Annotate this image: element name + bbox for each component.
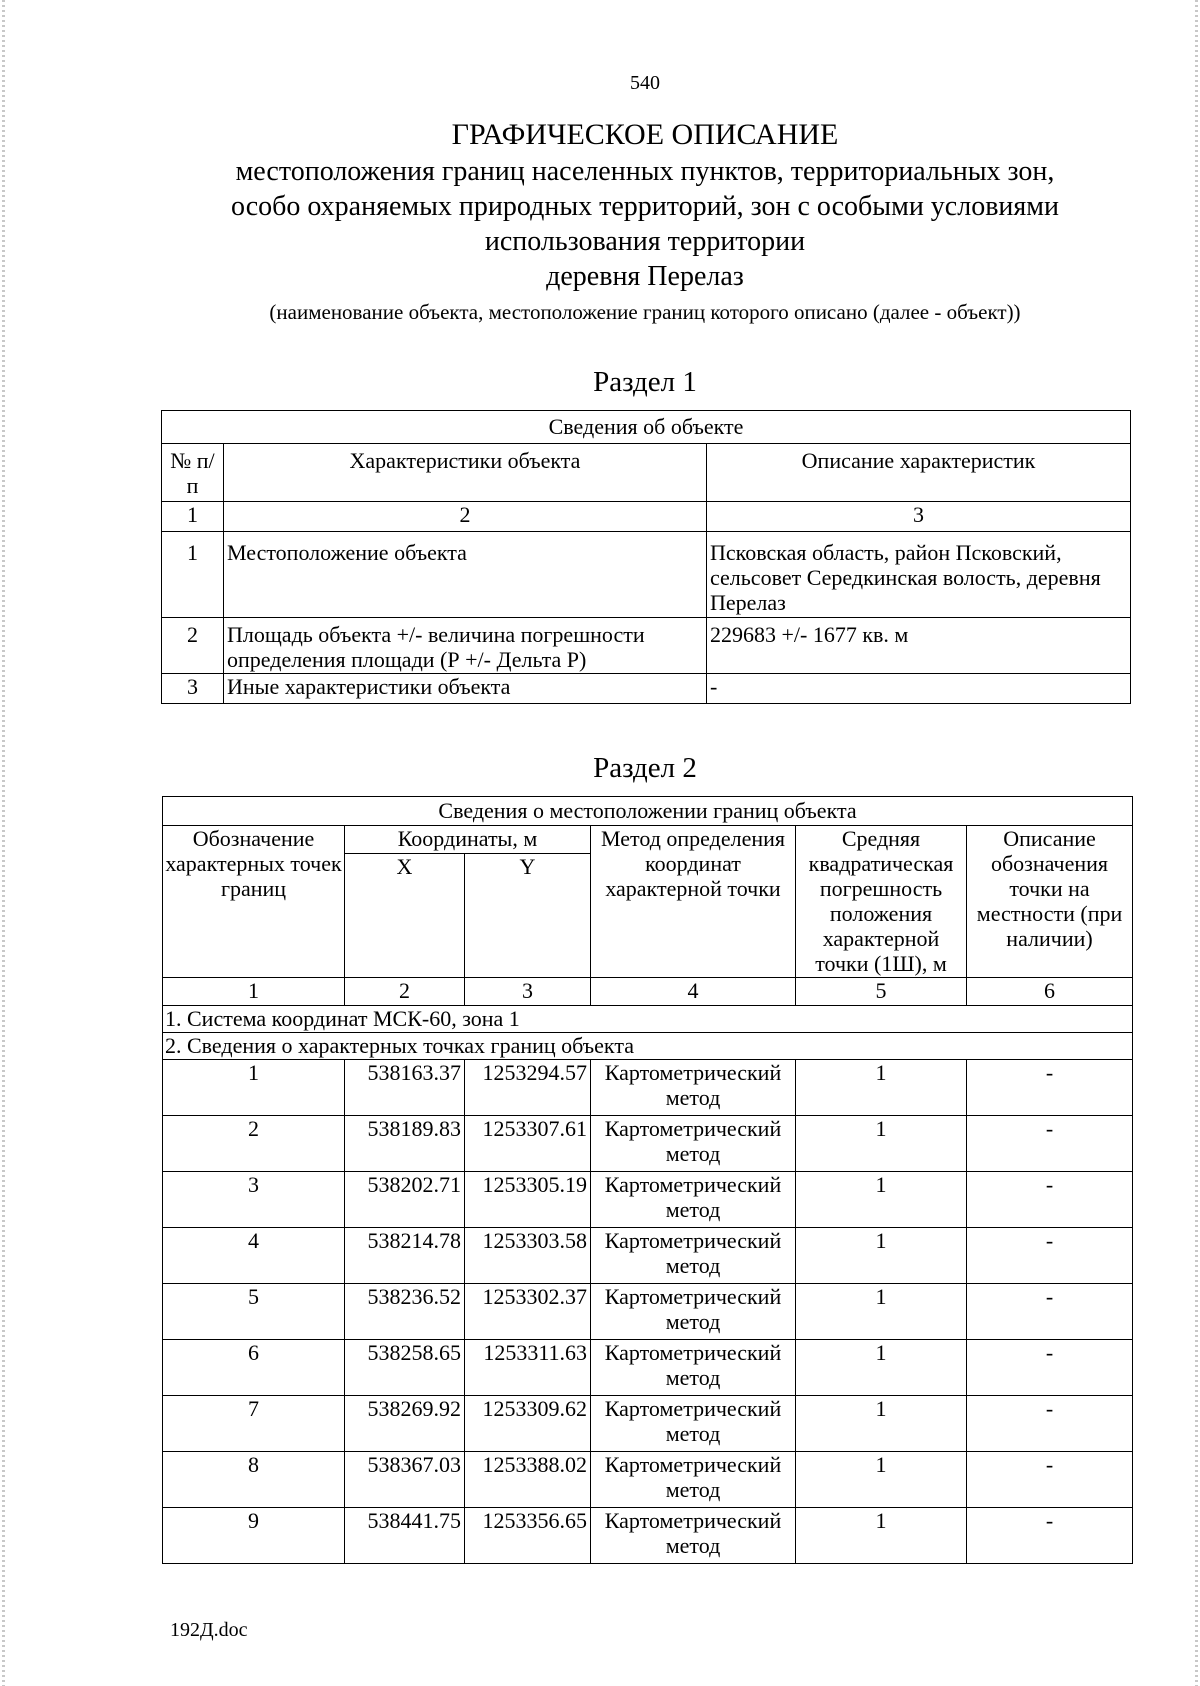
section1-title: Раздел 1 — [593, 366, 697, 398]
point-x: 538189.83 — [345, 1116, 465, 1172]
table-caption: Сведения об объекте — [162, 411, 1131, 444]
column-number-row — [163, 978, 1133, 1006]
point-id: 8 — [163, 1452, 345, 1508]
table-row — [163, 1396, 1133, 1452]
point-method: Картометрический метод — [591, 1396, 796, 1452]
table-row — [163, 1284, 1133, 1340]
point-id: 7 — [163, 1396, 345, 1452]
point-x: 538163.37 — [345, 1060, 465, 1116]
point-error: 1 — [796, 1284, 967, 1340]
point-error: 1 — [796, 1228, 967, 1284]
row-num: 1 — [162, 532, 224, 618]
row-characteristic: Местоположение объекта — [224, 532, 707, 618]
point-id: 4 — [163, 1228, 345, 1284]
point-desc: - — [967, 1452, 1133, 1508]
title-block — [150, 118, 1140, 325]
row-num: 3 — [162, 674, 224, 704]
column-number: 5 — [796, 978, 967, 1006]
point-error: 1 — [796, 1172, 967, 1228]
header-method: Метод определения координат характерной точки — [591, 826, 796, 978]
point-id: 3 — [163, 1172, 345, 1228]
point-method: Картометрический метод — [591, 1116, 796, 1172]
point-method: Картометрический метод — [591, 1284, 796, 1340]
header-description: Описание характеристик — [707, 444, 1131, 502]
point-desc: - — [967, 1284, 1133, 1340]
column-number: 1 — [162, 502, 224, 532]
point-desc: - — [967, 1172, 1133, 1228]
table-row — [163, 1172, 1133, 1228]
table-row — [162, 618, 1131, 674]
point-id: 1 — [163, 1060, 345, 1116]
document-subtitle — [150, 154, 1140, 259]
points-caption-row — [163, 1033, 1133, 1060]
point-method: Картометрический метод — [591, 1060, 796, 1116]
point-error: 1 — [796, 1060, 967, 1116]
column-number: 3 — [465, 978, 591, 1006]
coord-system: 1. Система координат МСК-60, зона 1 — [163, 1006, 1133, 1033]
point-y: 1253309.62 — [465, 1396, 591, 1452]
coord-system-row — [163, 1006, 1133, 1033]
scan-edge-left — [2, 0, 5, 1686]
subtitle-line: особо охраняемых природных территорий, зон с особыми условиями — [231, 191, 1059, 222]
table-row — [163, 1340, 1133, 1396]
subtitle-line: местоположения границ населенных пунктов, территориальных зон, — [235, 156, 1055, 187]
boundary-points-table — [162, 796, 1133, 1564]
row-description: Псковская область, район Псковский, сельсовет Середкинская волость, деревня Перелаз — [707, 532, 1131, 618]
point-x: 538269.92 — [345, 1396, 465, 1452]
table-row — [163, 1508, 1133, 1564]
point-error: 1 — [796, 1396, 967, 1452]
row-description: 229683 +/- 1677 кв. м — [707, 618, 1131, 674]
table-row — [162, 532, 1131, 618]
point-method: Картометрический метод — [591, 1508, 796, 1564]
point-desc: - — [967, 1228, 1133, 1284]
column-number: 1 — [163, 978, 345, 1006]
table-row — [163, 1228, 1133, 1284]
object-hint: (наименование объекта, местоположение границ которого описано (далее - объект)) — [269, 300, 1021, 324]
point-y: 1253311.63 — [465, 1340, 591, 1396]
column-number: 2 — [224, 502, 707, 532]
object-info-table — [161, 410, 1131, 704]
point-error: 1 — [796, 1340, 967, 1396]
points-body — [163, 1060, 1133, 1564]
table-caption: Сведения о местоположении границ объекта — [163, 797, 1133, 826]
header-desc: Описание обозначения точки на местности (при наличии) — [967, 826, 1133, 978]
point-id: 6 — [163, 1340, 345, 1396]
column-number: 2 — [345, 978, 465, 1006]
table-caption-row — [163, 797, 1133, 826]
point-y: 1253302.37 — [465, 1284, 591, 1340]
row-num: 2 — [162, 618, 224, 674]
point-x: 538258.65 — [345, 1340, 465, 1396]
point-method: Картометрический метод — [591, 1452, 796, 1508]
row-characteristic: Площадь объекта +/- величина погрешности определения площади (Р +/- Дельта Р) — [224, 618, 707, 674]
point-desc: - — [967, 1396, 1133, 1452]
header-x: X — [345, 854, 465, 978]
header-coords: Координаты, м — [345, 826, 591, 854]
header-y: Y — [465, 854, 591, 978]
table-row — [163, 1060, 1133, 1116]
point-id: 2 — [163, 1116, 345, 1172]
row-characteristic: Иные характеристики объекта — [224, 674, 707, 704]
table-caption-row — [162, 411, 1131, 444]
table-header-row — [163, 826, 1133, 854]
point-error: 1 — [796, 1508, 967, 1564]
point-desc: - — [967, 1340, 1133, 1396]
subtitle-line: использования территории — [484, 226, 806, 257]
row-description: - — [707, 674, 1131, 704]
object-name: деревня Перелаз — [546, 261, 744, 292]
point-y: 1253388.02 — [465, 1452, 591, 1508]
column-number-row — [162, 502, 1131, 532]
point-method: Картометрический метод — [591, 1340, 796, 1396]
point-error: 1 — [796, 1116, 967, 1172]
point-x: 538367.03 — [345, 1452, 465, 1508]
header-error: Средняя квадратическая погрешность положения характерной точки (1Ш), м — [796, 826, 967, 978]
point-y: 1253294.57 — [465, 1060, 591, 1116]
point-x: 538202.71 — [345, 1172, 465, 1228]
document-title: ГРАФИЧЕСКОЕ ОПИСАНИЕ — [451, 118, 839, 151]
section2-title: Раздел 2 — [593, 752, 697, 784]
point-y: 1253303.58 — [465, 1228, 591, 1284]
footer-filename: 192Д.doc — [170, 1619, 248, 1641]
points-caption: 2. Сведения о характерных точках границ объекта — [163, 1033, 1133, 1060]
point-x: 538214.78 — [345, 1228, 465, 1284]
point-id: 9 — [163, 1508, 345, 1564]
point-x: 538441.75 — [345, 1508, 465, 1564]
point-y: 1253356.65 — [465, 1508, 591, 1564]
table-row — [163, 1452, 1133, 1508]
column-number: 6 — [967, 978, 1133, 1006]
column-number: 3 — [707, 502, 1131, 532]
point-method: Картометрический метод — [591, 1228, 796, 1284]
point-y: 1253307.61 — [465, 1116, 591, 1172]
page-number: 540 — [630, 72, 660, 94]
table-row — [163, 1116, 1133, 1172]
point-y: 1253305.19 — [465, 1172, 591, 1228]
point-desc: - — [967, 1116, 1133, 1172]
table-header-row — [162, 444, 1131, 502]
point-method: Картометрический метод — [591, 1172, 796, 1228]
column-number: 4 — [591, 978, 796, 1006]
point-desc: - — [967, 1060, 1133, 1116]
point-error: 1 — [796, 1452, 967, 1508]
point-id: 5 — [163, 1284, 345, 1340]
point-desc: - — [967, 1508, 1133, 1564]
header-characteristic: Характеристики объекта — [224, 444, 707, 502]
header-num: № п/п — [162, 444, 224, 502]
point-x: 538236.52 — [345, 1284, 465, 1340]
scan-edge-right — [1195, 0, 1198, 1686]
table-row — [162, 674, 1131, 704]
header-point: Обозначение характерных точек границ — [163, 826, 345, 978]
